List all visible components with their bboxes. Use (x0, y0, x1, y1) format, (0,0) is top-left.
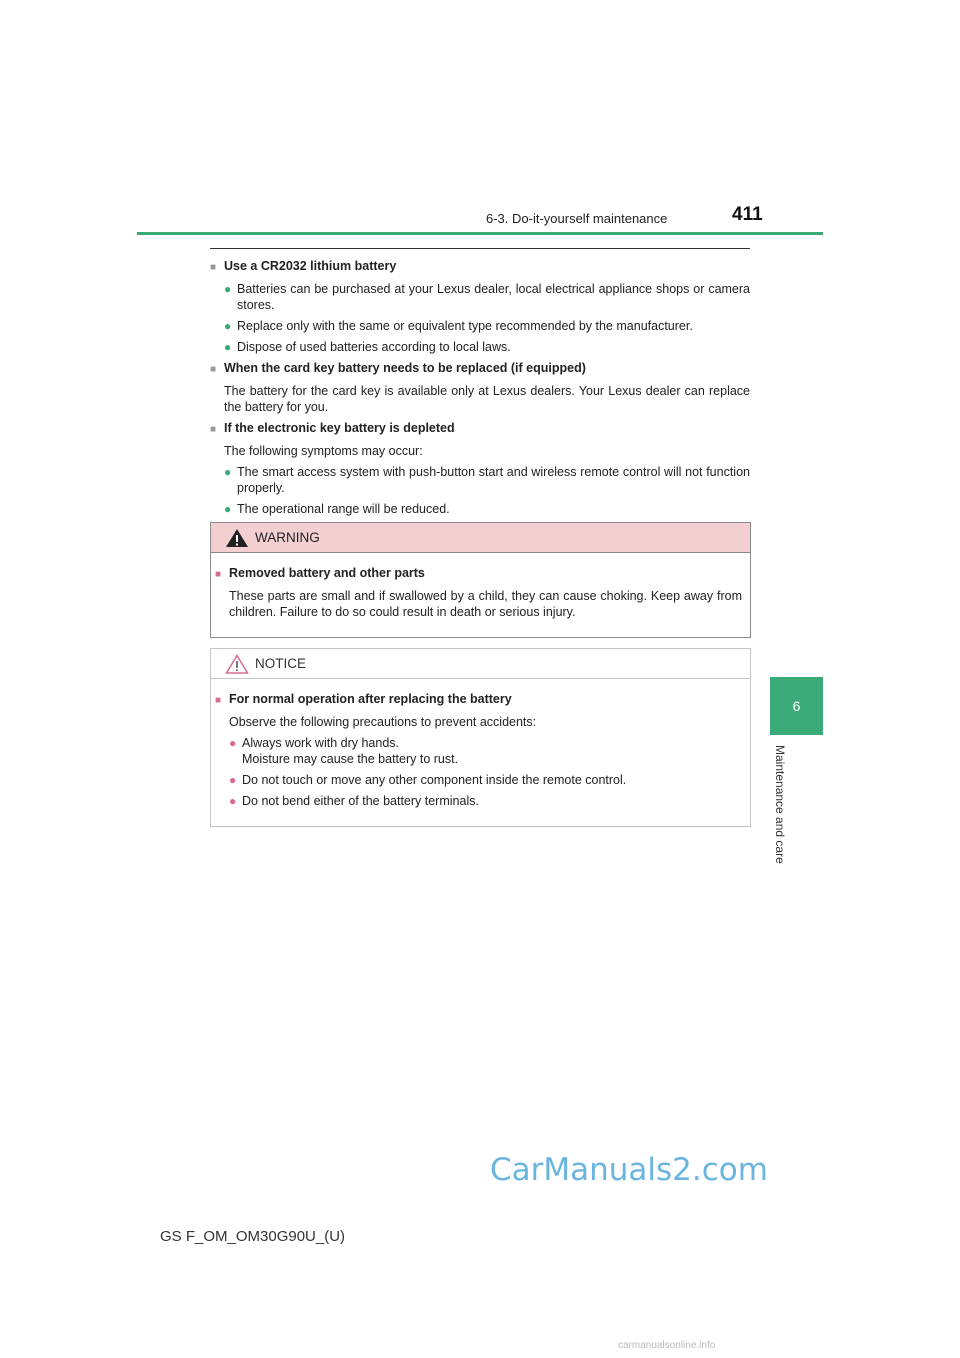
notice-text: Observe the following precautions to prevent accidents: (229, 715, 537, 729)
notice-heading: ■ For normal operation after replacing the battery (215, 691, 742, 709)
square-bullet-icon: ■ (215, 695, 222, 706)
warning-heading: ■ Removed battery and other parts (215, 565, 742, 583)
page-number: 411 (732, 204, 763, 225)
watermark-logo: CarManuals2.com (490, 1152, 768, 1188)
header-rule (137, 232, 823, 235)
main-content (210, 258, 750, 517)
circle-bullet-icon: ● (224, 319, 232, 333)
warning-header (211, 523, 750, 553)
chapter-tab (770, 677, 823, 735)
list-item: ● Batteries can be purchased at your Lexus dealer, local electrical appliance shops or camera stores. (224, 282, 750, 312)
list-item: ● The operational range will be reduced. (224, 502, 450, 516)
list-item: ● Do not bend either of the battery terminals. (229, 794, 479, 808)
square-bullet-icon: ■ (210, 262, 217, 273)
warning-box (210, 522, 751, 638)
section-text: The following symptoms may occur: (224, 444, 423, 458)
running-header-section: 6-3. Do-it-yourself maintenance (486, 211, 668, 226)
square-bullet-icon: ■ (210, 364, 217, 375)
content-top-rule (210, 248, 750, 249)
warning-text: These parts are small and if swallowed by a child, they can cause choking. Keep away from children. Failure to do so could result in death or serious injury. (229, 589, 742, 619)
list-item: ● Always work with dry hands. Moisture may cause the battery to rust. (229, 736, 459, 766)
circle-bullet-icon: ● (229, 736, 237, 750)
notice-body (211, 679, 750, 809)
warning-label: WARNING (255, 530, 320, 545)
warning-body (211, 553, 750, 620)
circle-bullet-icon: ● (224, 282, 232, 296)
chapter-number: 6 (792, 698, 801, 714)
notice-label: NOTICE (255, 656, 307, 671)
circle-bullet-icon: ● (224, 340, 232, 354)
notice-box (210, 648, 751, 827)
chapter-side-title (771, 745, 791, 895)
section-heading: ■ When the card key battery needs to be replaced (if equipped) (210, 360, 750, 378)
notice-triangle-icon (225, 654, 249, 674)
warning-triangle-icon (225, 528, 249, 548)
circle-bullet-icon: ● (229, 773, 237, 787)
list-item: ● Dispose of used batteries according to local laws. (224, 340, 511, 354)
circle-bullet-icon: ● (224, 502, 232, 516)
list-item: ● Do not touch or move any other component inside the remote control. (229, 773, 627, 787)
section-heading: ■ If the electronic key battery is depleted (210, 420, 750, 438)
circle-bullet-icon: ● (229, 794, 237, 808)
section-text: The battery for the card key is available only at Lexus dealers. Your Lexus dealer can replace the battery for you. (224, 384, 750, 414)
list-item: ● Replace only with the same or equivalent type recommended by the manufacturer. (224, 319, 693, 333)
list-item: ● The smart access system with push-button start and wireless remote control will not function properly. (224, 465, 750, 495)
notice-header (211, 649, 750, 679)
section-heading: ■ Use a CR2032 lithium battery (210, 258, 750, 276)
chapter-title-text: Maintenance and care (773, 745, 787, 864)
square-bullet-icon: ■ (210, 424, 217, 435)
square-bullet-icon: ■ (215, 569, 222, 580)
footer-code: GS F_OM_OM30G90U_(U) (160, 1228, 346, 1245)
circle-bullet-icon: ● (224, 465, 232, 479)
watermark-url: carmanualsonline.info (618, 1340, 716, 1351)
